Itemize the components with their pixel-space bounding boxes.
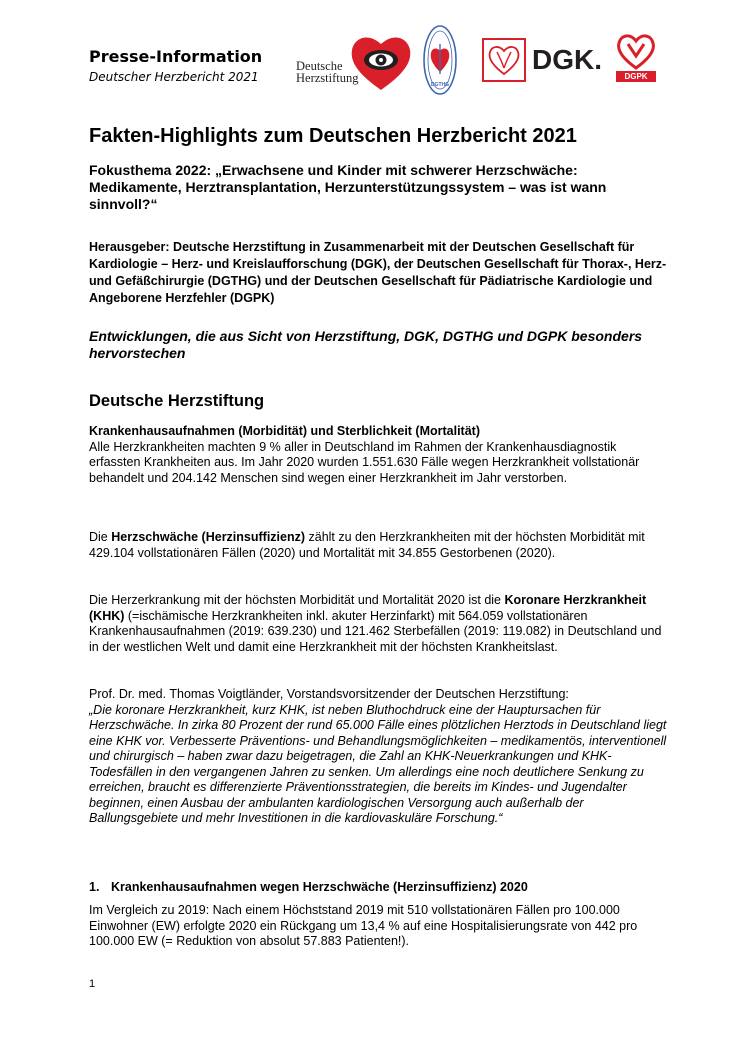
herzstiftung-line1: Deutsche xyxy=(296,59,343,73)
quote-speaker: Prof. Dr. med. Thomas Voigtländer, Vorstandsvorsitzender der Deutschen Herzstiftung: xyxy=(89,687,569,701)
paragraph-morbidity-text: Alle Herzkrankheiten machten 9 % aller in Deutschland im Rahmen der Krankenhausdiagnostik erfassten Krankheiten aus. Im Jahr 2020 wurden 1.551.630 Fälle wegen Herzkrankheit vollstationär behandelt und 204.142 Menschen sind wegen einer Herzkrankheit im Jahr verstorben. xyxy=(89,439,640,485)
list-item-number: 1. xyxy=(89,880,100,894)
list-item-text: Im Vergleich zu 2019: Nach einem Höchststand 2019 mit 510 vollstationären Fällen pro 100.000 Einwohner (EW) erfolgte 2020 ein Rückgang um 13,4 % auf eine Hospitalisierungsrate von 442 pro 100.000 EW (= Reduktion von absolut 57.883 Patienten!). xyxy=(89,903,638,948)
quote-text: „Die koronare Herzkrankheit, kurz KHK, ist neben Bluthochdruck eine der Hauptursachen für Herzschwäche. In zirka 80 Prozent der rund 65.000 Fälle eines plötzlichen Herztods in Deutschland liegt eine KHK vor. Verbesserte Präventions- und Behandlungsmöglichkeiten – medikamentös, interventionell und chirurgisch – haben zwar dazu beigetragen, die Zahl an KHK-Neuerkrankungen und KHK-Todesfällen in den vergangenen Jahren zu senken. Um allerdings eine noch deutlichere Senkung zu erreichen, braucht es differenzierte Präventionsstrategien, die bereits im Kindes- und Jugendalter beginnen, einen Ausbau der ambulanten kardiologischen Versorgung auch außerhalb der Ballungsgebiete und mehr Investitionen in die kardiovaskuläre Forschung.“ xyxy=(89,702,667,825)
list-item-title: Krankenhausaufnahmen wegen Herzschwäche (Herzinsuffizienz) 2020 xyxy=(111,880,528,894)
paragraph-heart-failure-pre: Die xyxy=(89,530,112,544)
paragraph-khk-post: (=ischämische Herzkrankheiten inkl. akuter Herzinfarkt) mit 564.059 vollstationären Krankenhausaufnahmen (2019: 639.230) und 121.462 Sterbefällen (2019: 119.082) in Deutschland und in der westlichen Welt und damit eine Herzkrankheit mit der höchsten Krankheitslast. xyxy=(89,608,662,654)
paragraph-khk-pre: Die Herzerkrankung mit der höchsten Morbidität und Mortalität 2020 ist die xyxy=(89,593,505,607)
list-item-heading xyxy=(89,880,528,896)
dgk-label: DGK. xyxy=(532,44,602,75)
paragraph-morbidity xyxy=(89,424,669,486)
paragraph-heart-failure xyxy=(89,530,669,561)
dgpk-label: DGPK xyxy=(616,71,656,82)
herzstiftung-logo xyxy=(296,32,414,92)
paragraph-morbidity-heading: Krankenhausaufnahmen (Morbidität) und Sterblichkeit (Mortalität) xyxy=(89,424,480,438)
press-header xyxy=(89,47,262,85)
page-number: 1 xyxy=(89,978,96,990)
heart-eye-icon xyxy=(348,32,414,92)
paragraph-khk-bold: Koronare Herzkrankheit (KHK) xyxy=(89,593,647,623)
paragraph-heart-failure-bold: Herzschwäche (Herzinsuffizienz) xyxy=(111,530,306,544)
document-title: Fakten-Highlights zum Deutschen Herzbericht 2021 xyxy=(89,125,577,147)
dgk-heart-icon xyxy=(482,38,526,82)
press-subtitle: Deutscher Herzbericht 2021 xyxy=(89,70,259,84)
dgk-logo xyxy=(482,38,602,82)
paragraph-khk xyxy=(89,593,669,655)
dgthg-logo xyxy=(422,24,458,96)
dgthg-label: DGTHG xyxy=(430,82,450,88)
focus-topic: Fokusthema 2022: „Erwachsene und Kinder mit schwerer Herzschwäche: Medikamente, Herztransplantation, Herzunterstützungssystem – was ist wann sinnvoll?“ xyxy=(89,162,607,212)
dgk-wordmark xyxy=(532,44,602,76)
dgpk-logo xyxy=(614,30,658,88)
logo-bar xyxy=(296,24,676,96)
intro-statement: Entwicklungen, die aus Sicht von Herzstiftung, DGK, DGTHG und DGPK besonders hervorstechen xyxy=(89,328,643,361)
paragraph-heart-failure-post: zählt zu den Herzkrankheiten mit der höchsten Morbidität mit 429.104 vollstationären Fällen (2020) und Mortalität mit 34.855 Gestorbenen (2020). xyxy=(89,530,645,560)
herzstiftung-line2: Herzstiftung xyxy=(296,71,359,85)
section-heading: Deutsche Herzstiftung xyxy=(89,392,265,410)
press-title: Presse-Information xyxy=(89,47,263,66)
paragraph-quote xyxy=(89,687,669,827)
publisher-statement: Herausgeber: Deutsche Herzstiftung in Zusammenarbeit mit der Deutschen Gesellschaft für Kardiologie – Herz- und Kreislaufforschung (DGK), der Deutschen Gesellschaft für Thorax-, Herz- und Gefäßchirurgie (DGTHG) und der Deutschen Gesellschaft für Pädiatrische Kardiologie und Angeborene Herzfehler (DGPK) xyxy=(89,240,667,305)
dgpk-heart-icon xyxy=(614,30,658,72)
